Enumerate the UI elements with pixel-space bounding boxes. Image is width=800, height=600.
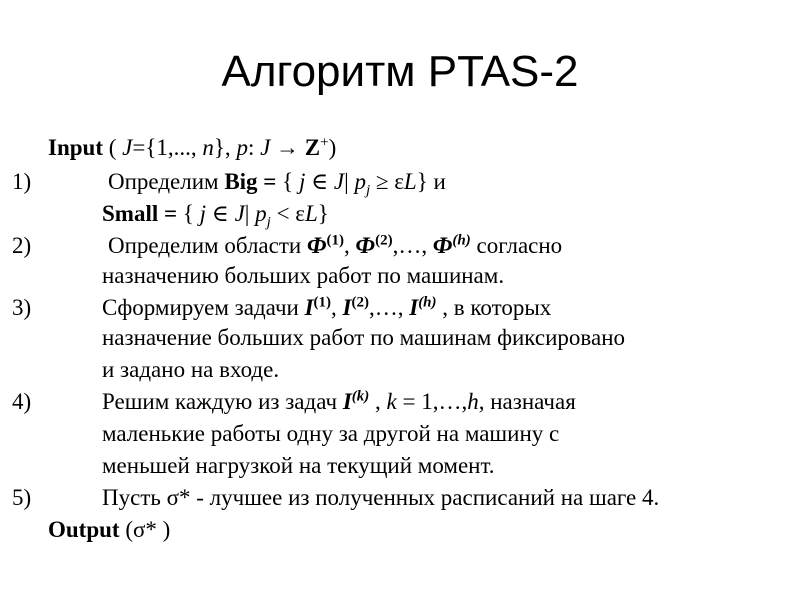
- step-4-line-3: меньшей нагрузкой на текущий момент.: [102, 453, 495, 478]
- step-1-line-2: Small = { j ∈ J| $p_j < \varepsilon L$}: [102, 201, 329, 231]
- step-number: 5): [12, 485, 32, 510]
- step-number: 4): [12, 389, 32, 414]
- slide-title: Алгоритм PTAS-2: [221, 47, 579, 96]
- algorithm-body: Input ( J={1,..., n}, p: J → Z+) 1) Определим Big = { j ∈ J| $p_j \ge \varepsilon L$} и Small = { j ∈ J| $p_j < \varepsilon L$} 2) Определим области $Ф^{(1)}$, $Ф^{(2)},\dots$, $Ф^{(h)}$ согласно назначению больших работ по машинам. 3) Сформируем задачи $I^{(1)}$, $I^{(2)},\dots$, $I^{(h)}$ , в которых назначение больших работ по машинам фиксировано и задано на входе. 4) Решим каждую из задач $I^{(k)}$ , k = 1,…,h, назначая маленькие работы одну за другой на машину с меньшей нагрузкой на текущий момент. 5) Пусть σ* - лучшее из полученных расписаний на шаге 4. Output (σ* ): [12, 134, 660, 542]
- step-number: 2): [12, 233, 32, 258]
- step-number: 1): [12, 169, 32, 194]
- step-3-line-2: назначение больших работ по машинам фиксировано: [102, 325, 626, 350]
- input-line: Input ( J={1,..., n}, p: J → Z+): [48, 134, 337, 160]
- output-line: Output (σ* ): [48, 517, 171, 542]
- step-3-line-3: и задано на входе.: [102, 357, 280, 382]
- step-number: 3): [12, 295, 32, 320]
- step-2-line-2: назначению больших работ по машинам.: [102, 263, 505, 288]
- step-4-line-2: маленькие работы одну за другой на машину с: [102, 421, 560, 446]
